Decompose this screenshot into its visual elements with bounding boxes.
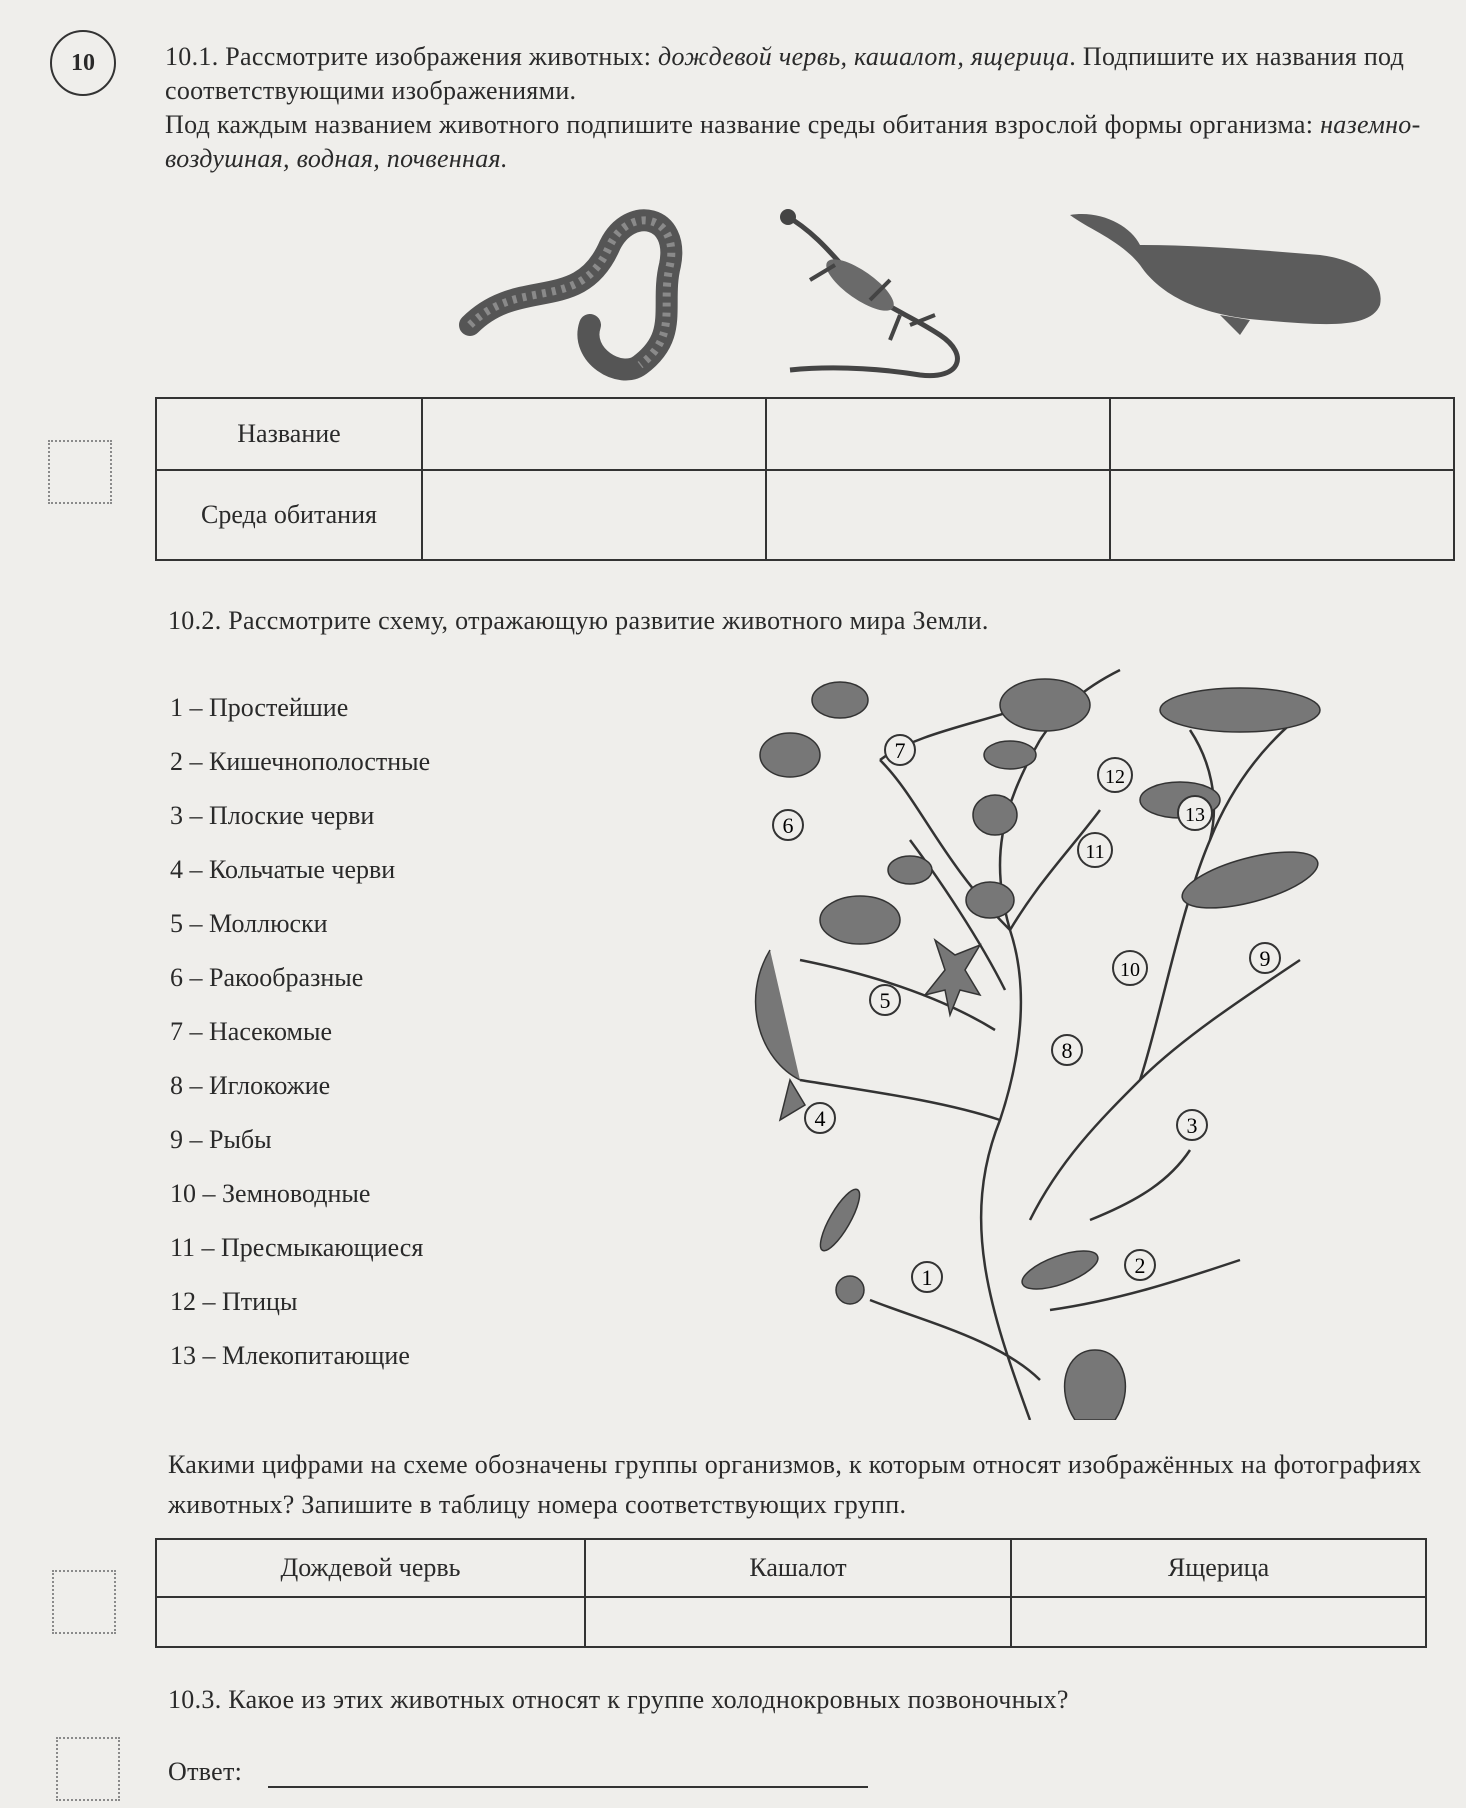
svg-text:8: 8 (1061, 1038, 1073, 1063)
svg-text:9: 9 (1259, 946, 1271, 971)
tree-label-13 (1178, 796, 1212, 830)
table1-cell-habitat-1[interactable] (422, 470, 766, 560)
tree-label-6 (773, 810, 803, 840)
table2-header-whale: Кашалот (585, 1539, 1011, 1597)
svg-text:4: 4 (814, 1106, 826, 1131)
tree-branches (800, 670, 1300, 1420)
table1-cell-name-2[interactable] (766, 398, 1110, 470)
legend-item: 4 – Кольчатые черви (170, 855, 396, 884)
score-box-1 (48, 440, 112, 504)
q102-text: 10.2. Рассмотрите схему, отражающую развитие животного мира Земли. (168, 606, 989, 635)
table1-cell-name-1[interactable] (422, 398, 766, 470)
table1-row1-label: Название (156, 398, 422, 470)
table2-answer-lizard[interactable] (1011, 1597, 1426, 1647)
sperm-whale-image (1070, 214, 1381, 335)
tree-label-8 (1052, 1035, 1082, 1065)
table2-answer-earthworm[interactable] (156, 1597, 585, 1647)
table2-answer-whale[interactable] (585, 1597, 1011, 1647)
q101-habitats: наземно-воздушная, водная, почвенная. (165, 110, 1421, 173)
legend-item: 8 – Иглокожие (170, 1071, 331, 1100)
q102-question: Какими цифрами на схеме обозначены группы организмов, к которым относят изображённых на фотографиях животных? Запишите в таблицу номера соответствующих групп. (168, 1450, 1422, 1519)
svg-text:5: 5 (879, 988, 891, 1013)
svg-text:12: 12 (1105, 766, 1125, 788)
question-number: 10 (50, 30, 116, 96)
table2-header-earthworm: Дождевой червь (156, 1539, 585, 1597)
legend-item: 10 – Земноводные (170, 1179, 371, 1208)
svg-text:2: 2 (1134, 1253, 1146, 1278)
score-box-2 (52, 1570, 116, 1634)
tree-label-4 (805, 1103, 835, 1133)
legend-item: 7 – Насекомые (170, 1017, 332, 1046)
legend-item: 9 – Рыбы (170, 1125, 272, 1154)
legend-item: 12 – Птицы (170, 1287, 298, 1316)
table1-cell-name-3[interactable] (1110, 398, 1454, 470)
tree-organisms (756, 679, 1324, 1420)
legend-item: 3 – Плоские черви (170, 801, 375, 830)
q101-text (165, 40, 1445, 176)
answer-label: Ответ: (168, 1757, 243, 1786)
tree-label-3 (1177, 1110, 1207, 1140)
q101-line2: Под каждым названием животного подпишите название среды обитания взрослой формы организма: (165, 110, 1321, 139)
table1-row2-label: Среда обитания (156, 470, 422, 560)
lizard-image (780, 209, 957, 376)
tree-label-1 (912, 1262, 942, 1292)
earthworm-image (470, 220, 671, 369)
legend-item: 6 – Ракообразные (170, 963, 364, 992)
q103-text: 10.3. Какое из этих животных относят к группе холоднокровных позвоночных? (168, 1685, 1069, 1714)
legend-item: 5 – Моллюски (170, 909, 328, 938)
table1-cell-habitat-3[interactable] (1110, 470, 1454, 560)
svg-text:11: 11 (1085, 841, 1105, 863)
table2-header-lizard: Ящерица (1011, 1539, 1426, 1597)
legend-item: 11 – Пресмыкающиеся (170, 1233, 424, 1262)
animal-illustrations (440, 205, 1450, 395)
score-box-3 (56, 1737, 120, 1801)
q101-intro: 10.1. Рассмотрите изображения животных: (165, 42, 659, 71)
svg-text:7: 7 (894, 738, 906, 763)
tree-label-10 (1113, 951, 1147, 985)
svg-text:6: 6 (782, 813, 794, 838)
answer-input-line[interactable] (268, 1784, 868, 1788)
tree-label-12 (1098, 758, 1132, 792)
legend-item: 13 – Млекопитающие (170, 1341, 410, 1370)
svg-text:3: 3 (1186, 1113, 1198, 1138)
tree-label-7 (885, 735, 915, 765)
q101-animals: дождевой червь, кашалот, ящерица (658, 42, 1070, 71)
evolution-tree-diagram (740, 660, 1430, 1420)
svg-text:10: 10 (1120, 959, 1140, 981)
tree-label-5 (870, 985, 900, 1015)
tree-label-2 (1125, 1250, 1155, 1280)
tree-label-9 (1250, 943, 1280, 973)
table1-cell-habitat-2[interactable] (766, 470, 1110, 560)
tree-label-11 (1078, 833, 1112, 867)
legend-item: 2 – Кишечнополостные (170, 747, 431, 776)
legend-item: 1 – Простейшие (170, 693, 349, 722)
q101-tail: . Подпишите их названия под соответствующими изображениями. (165, 42, 1405, 105)
svg-text:1: 1 (921, 1265, 933, 1290)
svg-text:13: 13 (1185, 804, 1205, 826)
groups-table (155, 1538, 1427, 1648)
name-habitat-table (155, 397, 1455, 561)
